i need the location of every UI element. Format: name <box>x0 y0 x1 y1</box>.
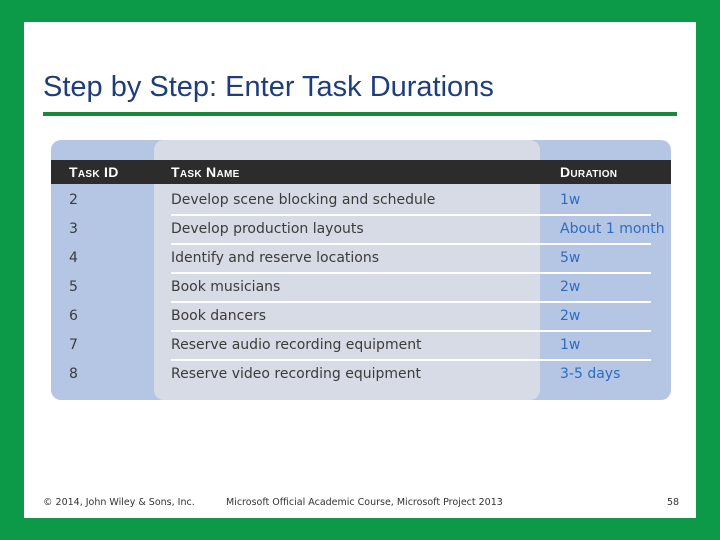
duration-cell: 1w <box>560 337 581 353</box>
header-task-name: Task Name <box>171 164 240 180</box>
task-id-cell: 3 <box>69 221 78 237</box>
duration-cell: About 1 month <box>560 221 665 237</box>
slide <box>24 22 696 518</box>
duration-cell: 2w <box>560 308 581 324</box>
task-id-cell: 8 <box>69 366 78 382</box>
task-name-cell: Identify and reserve locations <box>171 250 380 266</box>
duration-cell: 1w <box>560 192 581 208</box>
task-id-cell: 5 <box>69 279 78 295</box>
duration-cell: 3-5 days <box>560 366 621 382</box>
task-id-cell: 4 <box>69 250 78 266</box>
task-id-cell: 6 <box>69 308 78 324</box>
duration-cell: 5w <box>560 250 581 266</box>
task-name-cell: Book dancers <box>171 308 266 324</box>
header-duration: Duration <box>560 164 618 180</box>
slide-title: Step by Step: Enter Task Durations <box>43 71 494 103</box>
title-underline <box>43 112 677 116</box>
footer-course: Microsoft Official Academic Course, Microsoft Project 2013 <box>226 497 503 508</box>
page-number: 58 <box>667 497 680 508</box>
task-name-cell: Develop scene blocking and schedule <box>171 192 436 208</box>
footer-copyright: © 2014, John Wiley & Sons, Inc. <box>43 497 195 508</box>
task-name-cell: Reserve audio recording equipment <box>171 337 422 353</box>
duration-cell: 2w <box>560 279 581 295</box>
task-name-cell: Reserve video recording equipment <box>171 366 421 382</box>
task-name-cell: Book musicians <box>171 279 281 295</box>
task-name-cell: Develop production layouts <box>171 221 364 237</box>
header-task-id: Task ID <box>69 164 119 180</box>
task-id-cell: 7 <box>69 337 78 353</box>
task-id-cell: 2 <box>69 192 78 208</box>
